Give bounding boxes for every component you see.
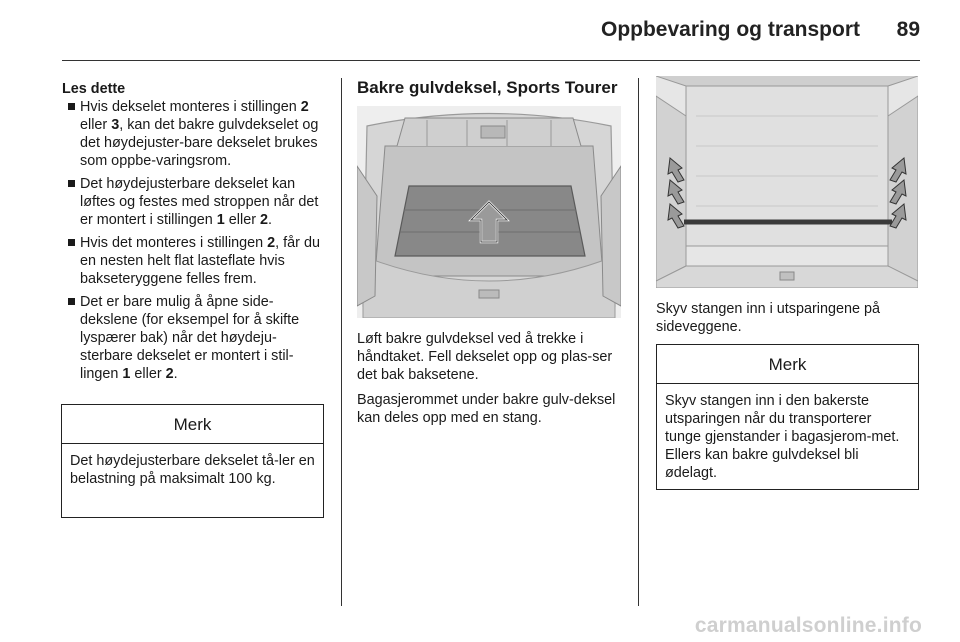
column-divider-1 bbox=[341, 78, 342, 606]
divider-bar-illustration bbox=[656, 76, 918, 288]
intro-label: Les dette bbox=[62, 81, 126, 97]
paragraph: Skyv stangen inn i utsparingene på sideveggene. bbox=[656, 301, 881, 335]
note-heading: Merk bbox=[657, 345, 918, 384]
figure-cargo-floor-cover bbox=[357, 106, 621, 318]
list-item-text: Hvis det monteres i stillingen 2, får du en nesten helt flat lasteflate hvis bakseteryggene felles frem. bbox=[80, 235, 320, 287]
square-bullet-icon bbox=[68, 239, 75, 246]
figure-divider-bar bbox=[656, 76, 918, 288]
page-number: 89 bbox=[896, 18, 920, 41]
page-title: Oppbevaring og transport bbox=[600, 18, 860, 41]
list-item-text: Det er bare mulig å åpne side-dekslene (for eksempel for å skifte lyspærer bak) når det høydeju-sterbare dekselet er montert i stil-lingen 1 eller 2. bbox=[80, 294, 300, 382]
note-text: Skyv stangen inn i den bakerste utsparingen når du transporterer tunge gjenstander i bagasjerom-met. Ellers kan bakre gulvdeksel bli ødelagt. bbox=[665, 393, 900, 481]
bullet-list bbox=[62, 98, 324, 383]
square-bullet-icon bbox=[68, 298, 75, 305]
section-heading: Bakre gulvdeksel, Sports Tourer bbox=[357, 78, 618, 97]
cargo-floor-illustration bbox=[357, 106, 621, 318]
square-bullet-icon bbox=[68, 103, 75, 110]
note-box-weight bbox=[61, 404, 324, 518]
list-item bbox=[62, 98, 324, 170]
paragraph: Løft bakre gulvdeksel ved å trekke i håndtaket. Fell dekselet opp og plas-ser det bak baksetene. bbox=[357, 331, 613, 383]
list-item bbox=[62, 175, 324, 229]
paragraph: Bagasjerommet under bakre gulv-deksel kan deles opp med en stang. bbox=[357, 392, 616, 426]
note-heading: Merk bbox=[62, 405, 323, 444]
square-bullet-icon bbox=[68, 180, 75, 187]
column-1 bbox=[62, 80, 324, 388]
header-divider bbox=[62, 60, 920, 61]
list-item bbox=[62, 293, 324, 383]
watermark: carmanualsonline.info bbox=[694, 614, 922, 637]
column-2-text bbox=[357, 330, 627, 434]
note-box-heavy-load bbox=[656, 344, 919, 490]
note-text: Det høydejusterbare dekselet tå-ler en belastning på maksimalt 100 kg. bbox=[70, 453, 315, 487]
list-item-text: Det høydejusterbare dekselet kan løftes og festes med stroppen når det er montert i stillingen 1 eller 2. bbox=[80, 176, 319, 228]
list-item-text: Hvis dekselet monteres i stillingen 2 eller 3, kan det bakre gulvdekselet og det høydejuster-bare dekselet brukes som oppbe-varingsrom. bbox=[80, 99, 319, 169]
list-item bbox=[62, 234, 324, 288]
column-3-text bbox=[656, 300, 918, 336]
column-divider-2 bbox=[638, 78, 639, 606]
